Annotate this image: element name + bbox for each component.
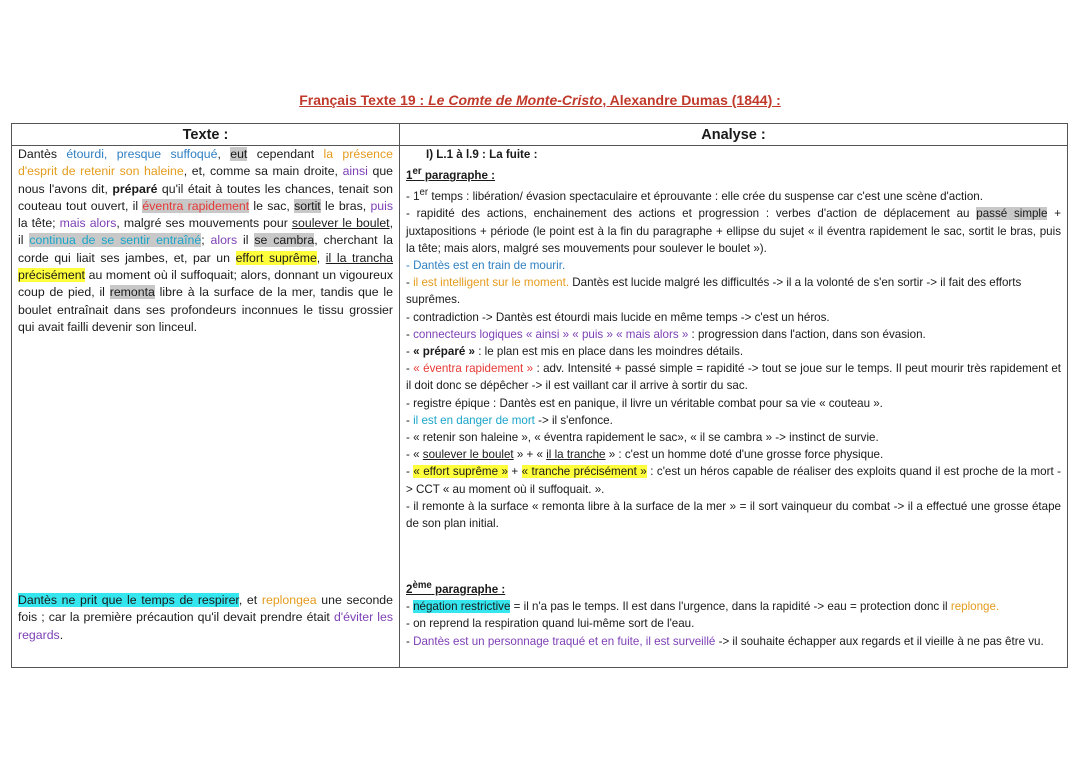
analysis-table	[11, 123, 1068, 668]
analysis-line: - il est en danger de mort -> il s'enfonce.	[406, 413, 613, 427]
analysis-line: - « préparé » : le plan est mis en place dans les moindres détails.	[406, 344, 744, 358]
analysis-line: - rapidité des actions, enchainement des actions et progression : verbes d'action de déplacement au passé simple + juxtapositions + période (le point est à la fin du paragraphe + ellipse du sujet « il éventra rapidement le sac, sortit le bras, puis la tête; mais alors, malgré ses mouvements pour soulever le boulet »).	[406, 207, 1061, 255]
analysis-line: - Dantès est en train de mourir.	[406, 258, 566, 272]
analysis-line: - Dantès est un personnage traqué et en fuite, il est surveillé -> il souhaite échapper aux regards et il vieille à ne pas être vu.	[406, 634, 1044, 648]
section-heading: I) L.1 à l.9 : La fuite :	[426, 148, 538, 161]
analyse-column	[400, 146, 1068, 668]
header-texte: Texte :	[12, 124, 400, 146]
analysis-line: - contradiction -> Dantès est étourdi mais lucide en même temps -> c'est un héros.	[406, 310, 830, 324]
header-analyse: Analyse :	[400, 124, 1068, 146]
analysis-line: - « effort suprême » + « tranche précisément » : c'est un héros capable de réaliser des exploits quand il est proche de la mort -> CCT « au moment où il suffoquait. ».	[406, 465, 1061, 496]
texte-column	[12, 146, 400, 668]
texte-paragraph-2: Dantès ne prit que le temps de respirer, et replongea une seconde fois ; car la première précaution qu'il devait prendre était d'éviter les regards.	[18, 593, 393, 642]
analysis-line: - « retenir son haleine », « éventra rapidement le sac», « il se cambra » -> instinct de survie.	[406, 430, 879, 444]
analysis-line: - « soulever le boulet » + « il la tranche » : c'est un homme doté d'une grosse force physique.	[406, 448, 884, 462]
page-title: Français Texte 19 : Le Comte de Monte-Cristo, Alexandre Dumas (1844) :	[299, 92, 781, 108]
analysis-line: - on reprend la respiration quand lui-même sort de l'eau.	[406, 617, 695, 631]
analysis-line: - négation restrictive = il n'a pas le temps. Il est dans l'urgence, dans la rapidité -> eau = protection donc il replonge.	[406, 600, 1000, 614]
analysis-line: - 1er temps : libération/ évasion spectaculaire et éprouvante : elle crée du suspense car c'est une scène d'action.	[406, 187, 983, 204]
analysis-line: - registre épique : Dantès est en panique, il livre un véritable combat pour sa vie « couteau ».	[406, 396, 883, 410]
analysis-line: - il est intelligent sur le moment. Dantès est lucide malgré les difficultés -> il a la volonté de s'en sortir -> il fait des efforts suprêmes.	[406, 276, 1022, 307]
paragraph-1-heading: 1er paragraphe :	[406, 166, 496, 183]
paragraph-2-heading: 2ème paragraphe :	[406, 580, 506, 597]
analysis-line: - connecteurs logiques « ainsi » « puis » « mais alors » : progression dans l'action, dans son évasion.	[406, 327, 926, 341]
analysis-line: - « éventra rapidement » : adv. Intensité + passé simple = rapidité -> tout se joue sur le temps. Il peut mourir très rapidement et il doit donc se dépêcher -> il est vaillant car il arrive à sortir du sac.	[406, 362, 1061, 393]
analysis-line: - il remonte à la surface « remonta libre à la surface de la mer » = il sort vainqueur du combat -> il a effectué une grosse étape de son plan initial.	[406, 499, 1061, 530]
texte-paragraph-1: Dantès étourdi, presque suffoqué, eut cependant la présence d'esprit de retenir son haleine, et, comme sa main droite, ainsi que nous l'avons dit, préparé qu'il était à toutes les chances, tenait son couteau tout ouvert, il éventra rapidement le sac, sortit le bras, puis la tête; mais alors, malgré ses mouvements pour soulever le boulet, il continua de se sentir entraîné; alors il se cambra, cherchant la corde qui liait ses jambes, et, par un effort suprême, il la trancha précisément au moment où il suffoquait; alors, donnant un vigoureux coup de pied, il remonta libre à la surface de la mer, tandis que le boulet entraînait dans ses profondeurs inconnues le tissu grossier qui avait failli devenir son linceul.	[18, 147, 394, 334]
